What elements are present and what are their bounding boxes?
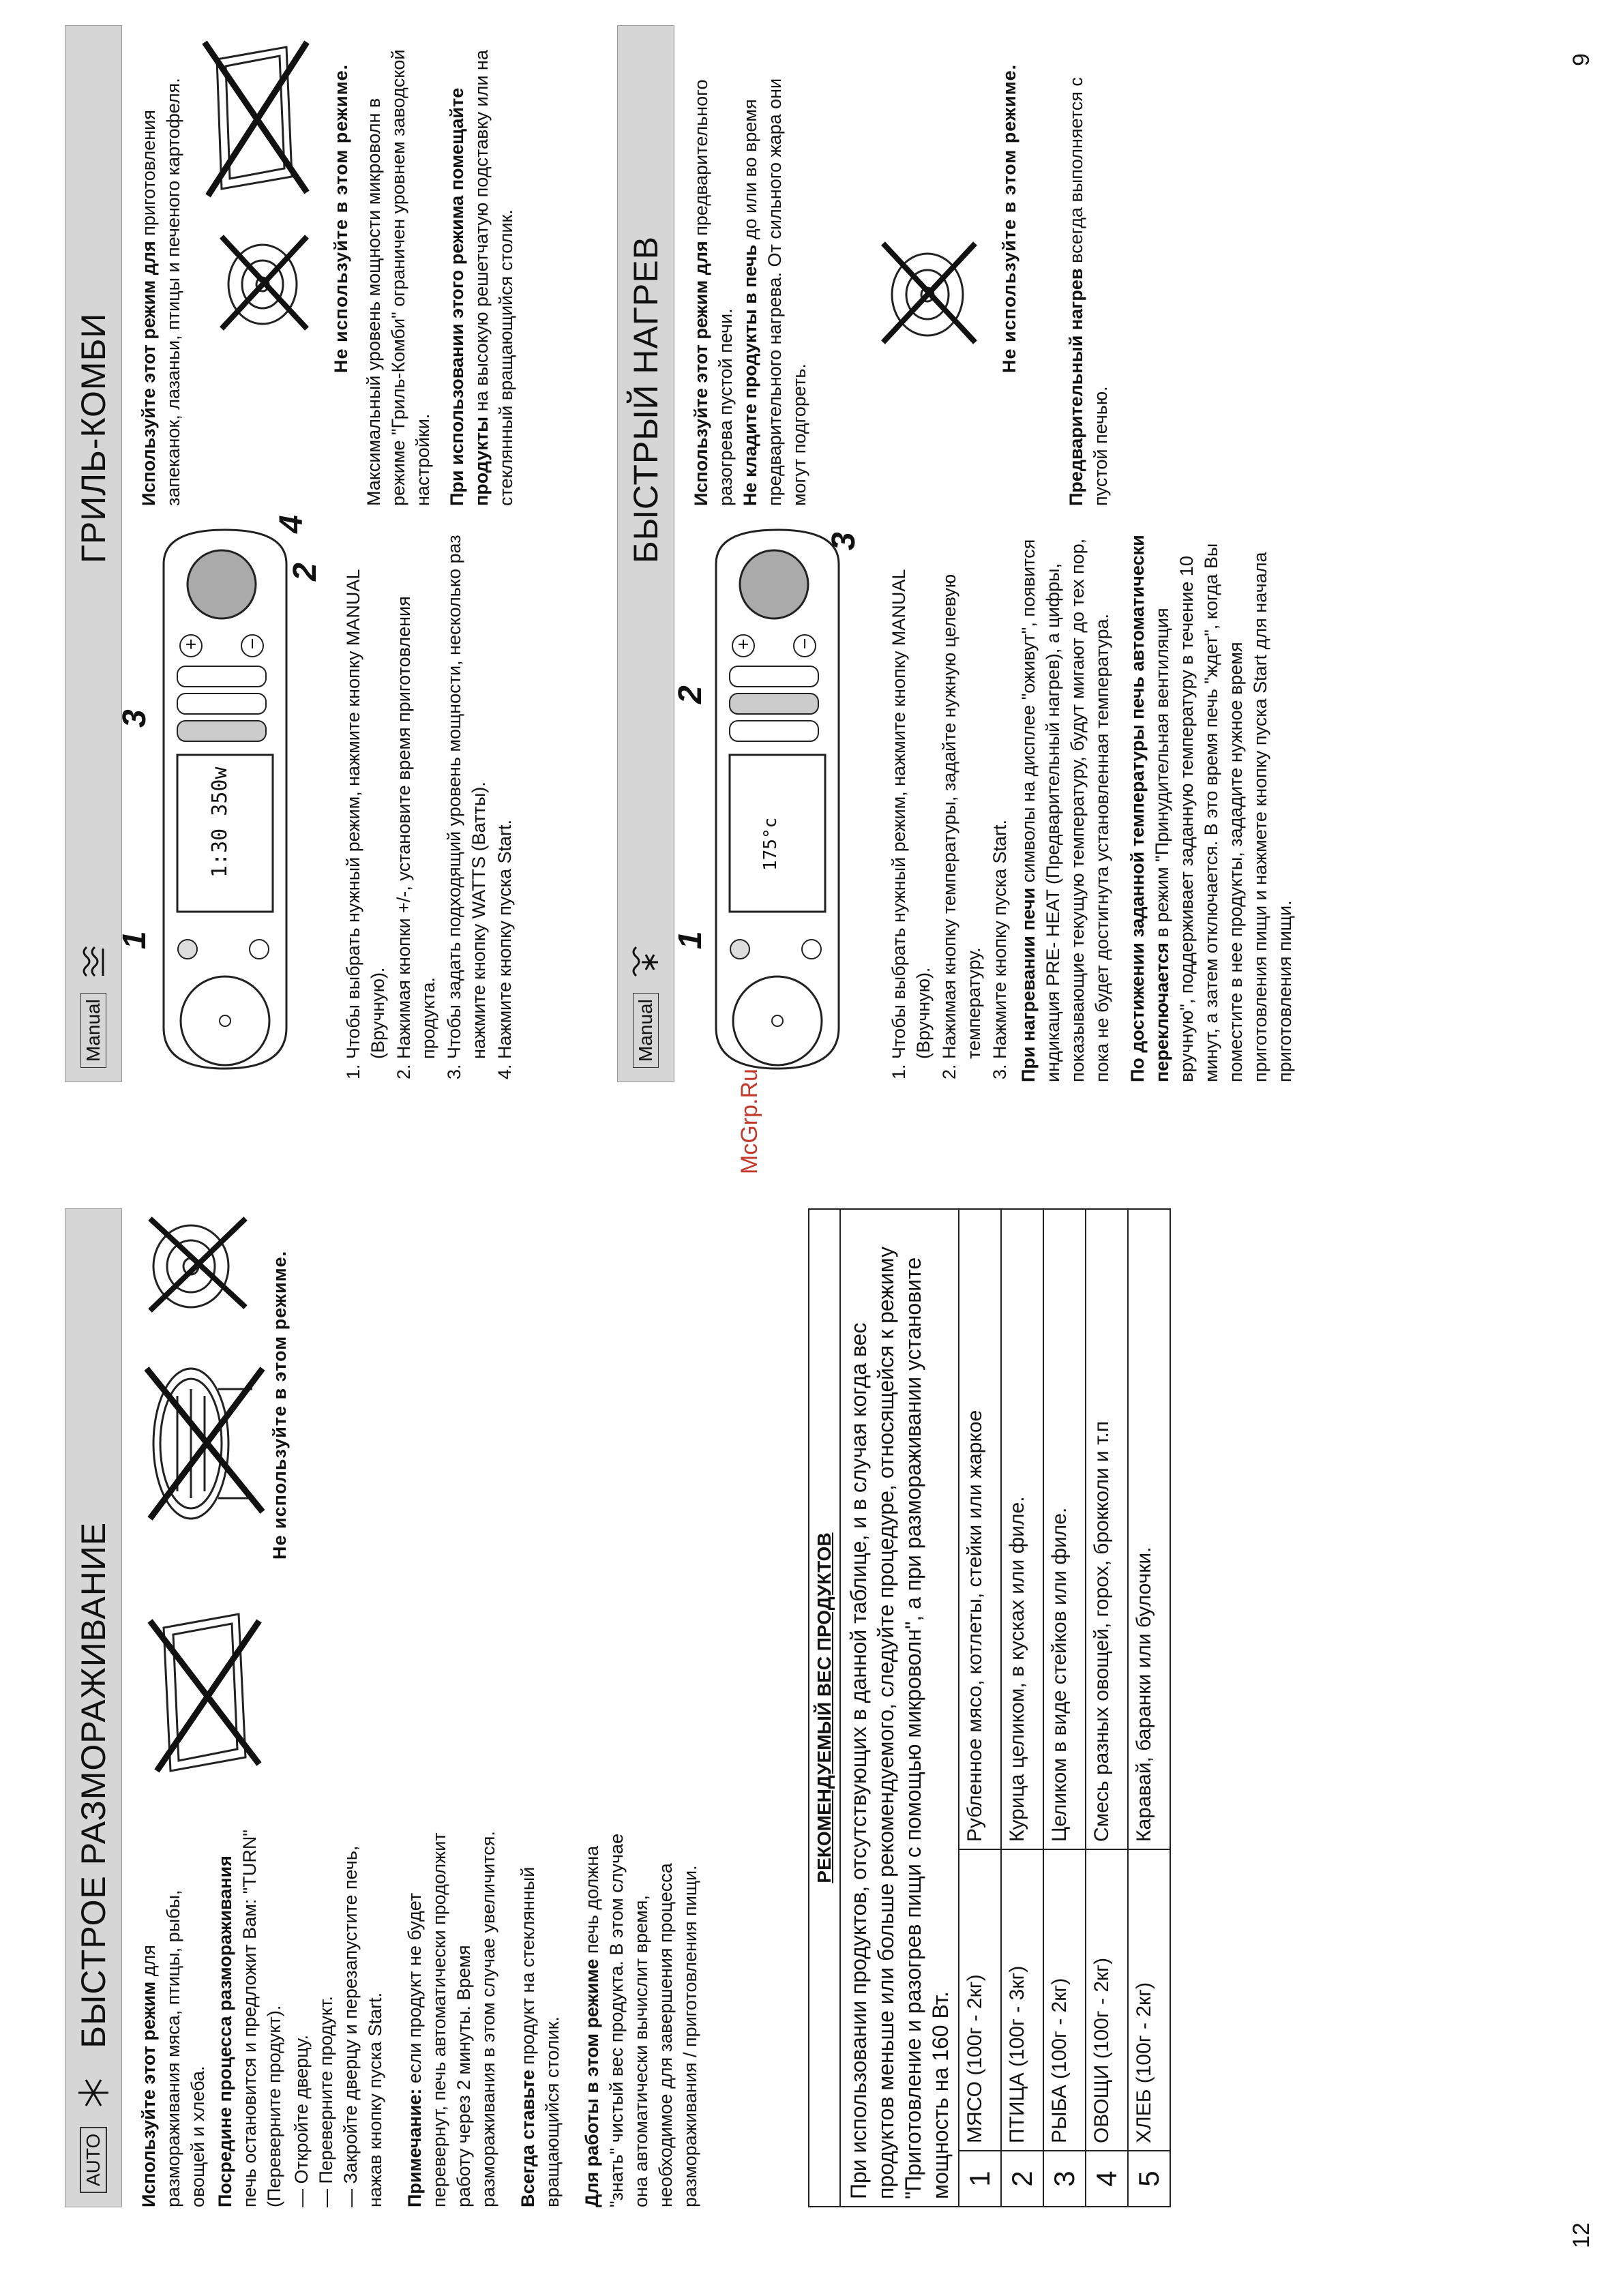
table-row <box>1128 1209 1170 2207</box>
grill-display: 1:30 350w <box>208 766 232 878</box>
grill-notes <box>361 35 518 506</box>
crossed-baking-dish-icon <box>198 32 314 209</box>
crossed-crisp-plate-icon <box>136 1212 259 1321</box>
row-description: Целиком в виде стейков или филе. <box>1043 1209 1086 1849</box>
preheat-steps <box>887 530 1013 1082</box>
preheat-heat-bold: При нагревании печи <box>1018 887 1039 1082</box>
preheat-display: 175°c <box>760 817 781 871</box>
defrost-title: БЫСТРОЕ РАЗМОРАЖИВАНИЕ <box>74 1521 113 2048</box>
svg-text:+: + <box>183 638 200 651</box>
row-number: 2 <box>1001 2151 1043 2207</box>
grill-combi-icon <box>80 945 107 979</box>
weight-table <box>808 1208 1171 2207</box>
row-product: ПТИЦА (100г - 3кг) <box>1001 1849 1043 2151</box>
preheat-header <box>617 25 674 1082</box>
defrost-text <box>136 1825 702 2207</box>
row-description: Курица целиком, в кусках или филе. <box>1001 1209 1043 1849</box>
defrost-mid-bold: Посредине процесса размораживания <box>215 1855 235 2207</box>
row-product: ОВОЩИ (100г - 2кг) <box>1086 1849 1128 2151</box>
row-product: РЫБА (100г - 2кг) <box>1043 1849 1086 2151</box>
grill-header <box>65 25 122 1082</box>
preheat-title: БЫСТРЫЙ НАГРЕВ <box>627 236 665 564</box>
preheat-manual-label: Manual <box>633 993 659 1068</box>
grill-place-text: на высокую решетчатую подставку или на стеклянный вращающийся столик. <box>471 50 516 506</box>
defrost-step-1: — Откройте дверцу. <box>291 2035 312 2207</box>
row-number: 5 <box>1128 2151 1170 2207</box>
defrost-note-text: если продукт не будет перевернут, печь автоматически продолжит работу через 2 минуты. Время размораживания в этом случае увеличится. <box>404 1831 498 2207</box>
crossed-crisp-plate-icon <box>873 237 982 353</box>
auto-badge: AUTO <box>80 2127 107 2193</box>
crossed-grill-rack-icon <box>136 1348 273 1539</box>
row-number: 3 <box>1043 2151 1086 2207</box>
preheat-callout-1: 1 <box>672 931 709 949</box>
svg-text:+: + <box>735 638 752 651</box>
preheat-pre-bold: Предварительный нагрев <box>1066 268 1086 506</box>
table-intro: При использовании продуктов, отсутствующих в данной таблице, и в случая когда вес продуктов меньше или больше рекомендуемого, следуйте процедуре, относящейся к режиму "Приготовление и разогрев пищи с помощью микроволн", а при размораживании установите мощность на 160 Вт. <box>840 1209 959 2207</box>
row-number: 1 <box>959 2151 1001 2207</box>
defrost-note-bold: Примечание: <box>404 2088 425 2207</box>
grill-start-button <box>188 550 256 618</box>
row-product: ХЛЕБ (100г - 2кг) <box>1128 1849 1170 2151</box>
defrost-work-bold: Для работы в этом режиме <box>582 1958 602 2207</box>
grill-callout-3: 3 <box>117 709 153 728</box>
preheat-note <box>1064 35 1113 506</box>
grill-callout-2: 2 <box>287 563 323 581</box>
watermark: McGrp.Ru <box>736 1069 762 1174</box>
crossed-crisp-plate-icon <box>211 230 314 339</box>
grill-step-2: 2. Нажимая кнопки +/-, установите время приготовления продукта. <box>391 530 441 1059</box>
grill-step-3: 3. Чтобы задать подходящий уровень мощности, несколько раз нажмите кнопку WATTS (Ватты). <box>442 530 491 1059</box>
page-number-left: 12 <box>1568 2222 1594 2248</box>
svg-text:−: − <box>796 637 814 650</box>
defrost-use-text: для размораживания мяса, птицы, рыбы, овощей и хлеба. <box>138 1890 208 2207</box>
page-number-right: 9 <box>1568 53 1594 66</box>
table-row <box>1086 1209 1128 2207</box>
row-description: Рубленное мясо, котлеты, стейки или жаркое <box>959 1209 1001 1849</box>
grill-use-bold: Используйте этот режим для <box>138 241 159 506</box>
grill-manual-label: Manual <box>80 993 106 1068</box>
preheat-dont-use: Не используйте в этом режиме. <box>999 63 1019 373</box>
table-title: РЕКОМЕНДУЕМЫЙ ВЕС ПРОДУКТОВ <box>809 1209 840 2207</box>
preheat-callout-3: 3 <box>826 532 862 550</box>
table-row <box>1043 1209 1086 2207</box>
defrost-step-3: — Закройте дверцу и перезапустите печь, нажав кнопку пуска Start. <box>340 1845 385 2207</box>
preheat-control-panel <box>689 523 866 1082</box>
defrost-mid-text: печь остановится и предложит Вам: "TURN" (Переверните продукт). <box>239 1830 284 2207</box>
preheat-start-button <box>740 550 808 618</box>
grill-use-desc: приготовления запеканок, лазаньи, птицы и печеного картофеля. <box>138 78 183 506</box>
grill-step-4: 4. Нажмите кнопку пуска Start. <box>492 530 517 1059</box>
grill-callout-4: 4 <box>273 515 310 533</box>
grill-title: ГРИЛЬ-КОМБИ <box>74 312 113 564</box>
defrost-step-2: — Переверните продукт. <box>316 1996 336 2207</box>
preheat-details <box>1016 530 1297 1082</box>
preheat-reach-bold: По достижении заданной температуры печь автоматически переключается <box>1127 535 1172 1082</box>
preheat-use-text: предварительного разогрева пустой печи. <box>691 79 736 506</box>
preheat-callout-2: 2 <box>672 685 709 704</box>
grill-dial <box>181 976 269 1065</box>
defrost-use-bold: Используйте этот режим <box>138 1981 159 2207</box>
preheat-reach-text: в режим "Принудительная вентиляция вручную", поддерживает заданную температуру в течение 10 минут, а затем отключается. В это время печь "ждет", когда Вы поместите в нее продукты, зададите нужное время приготовления пищи и нажмете кнопку пуска Start для начала приготовления пищи. <box>1152 543 1295 1082</box>
row-description: Смесь разных овощей, горох, брокколи и т.п <box>1086 1209 1128 1849</box>
svg-text:−: − <box>244 637 261 650</box>
grill-callout-1: 1 <box>117 931 153 949</box>
preheat-pre-text: всегда выполняется с пустой печью. <box>1066 77 1111 506</box>
grill-step-1: 1. Чтобы выбрать нужный режим, нажмите кнопку MANUAL (Вручную). <box>341 530 390 1059</box>
snowflake-icon <box>76 2076 110 2110</box>
preheat-fan-icon <box>631 945 661 979</box>
grill-dont-use: Не используйте в этом режиме. <box>331 63 351 373</box>
table-row <box>1001 1209 1043 2207</box>
preheat-step-2: 2. Нажимая кнопку температуры, задайте нужную целевую температуру. <box>937 530 986 1059</box>
defrost-always-bold: Всегда ставьте <box>518 2070 538 2207</box>
preheat-step-3: 3. Нажмите кнопку пуска Start. <box>987 530 1012 1059</box>
preheat-no-bold: Не кладите продукты в печь <box>740 244 760 506</box>
preheat-no-text: до или во время предварительного нагрева. От сильного жара они могут подгореть. <box>740 78 809 506</box>
row-description: Каравай, баранки или булочки. <box>1128 1209 1170 1849</box>
defrost-header <box>65 1208 122 2207</box>
row-product: МЯСО (100г - 2кг) <box>959 1849 1001 2151</box>
row-number: 4 <box>1086 2151 1128 2207</box>
grill-use-text <box>136 35 185 506</box>
crossed-baking-dish-icon <box>143 1594 266 1798</box>
preheat-step-1: 1. Чтобы выбрать нужный режим, нажмите кнопку MANUAL (Вручную). <box>887 530 936 1059</box>
preheat-heat-text: символы на дисплее "оживут", появится индикация PRE- HEAT (Предварительный нагрев), а цифры, показывающие текущую температуру, будут мигают до тех пор, пока не будет достигнута установленная температура. <box>1018 538 1112 1082</box>
grill-place-bold: При использовании этого режима помещайте продукты <box>447 87 492 506</box>
grill-steps <box>341 530 518 1082</box>
preheat-use-bold: Используйте этот режим для <box>691 241 711 506</box>
grill-max-text: Максимальный уровень мощности микроволн в режиме "Гриль-Комби" ограничен уровнем заводской настройки. <box>363 49 433 506</box>
table-row <box>959 1209 1001 2207</box>
preheat-use <box>689 35 812 506</box>
defrost-always-text: продукт на стеклянный вращающийся столик. <box>518 1866 563 2207</box>
defrost-work-text: печь должна "знать" чистый вес продукта. В этом случае она автоматически вычислит время, необходимое для завершения процесса размораживания / приготовления пищи. <box>582 1833 700 2207</box>
defrost-dont-use: Не используйте в этом режиме. <box>269 1250 290 1560</box>
